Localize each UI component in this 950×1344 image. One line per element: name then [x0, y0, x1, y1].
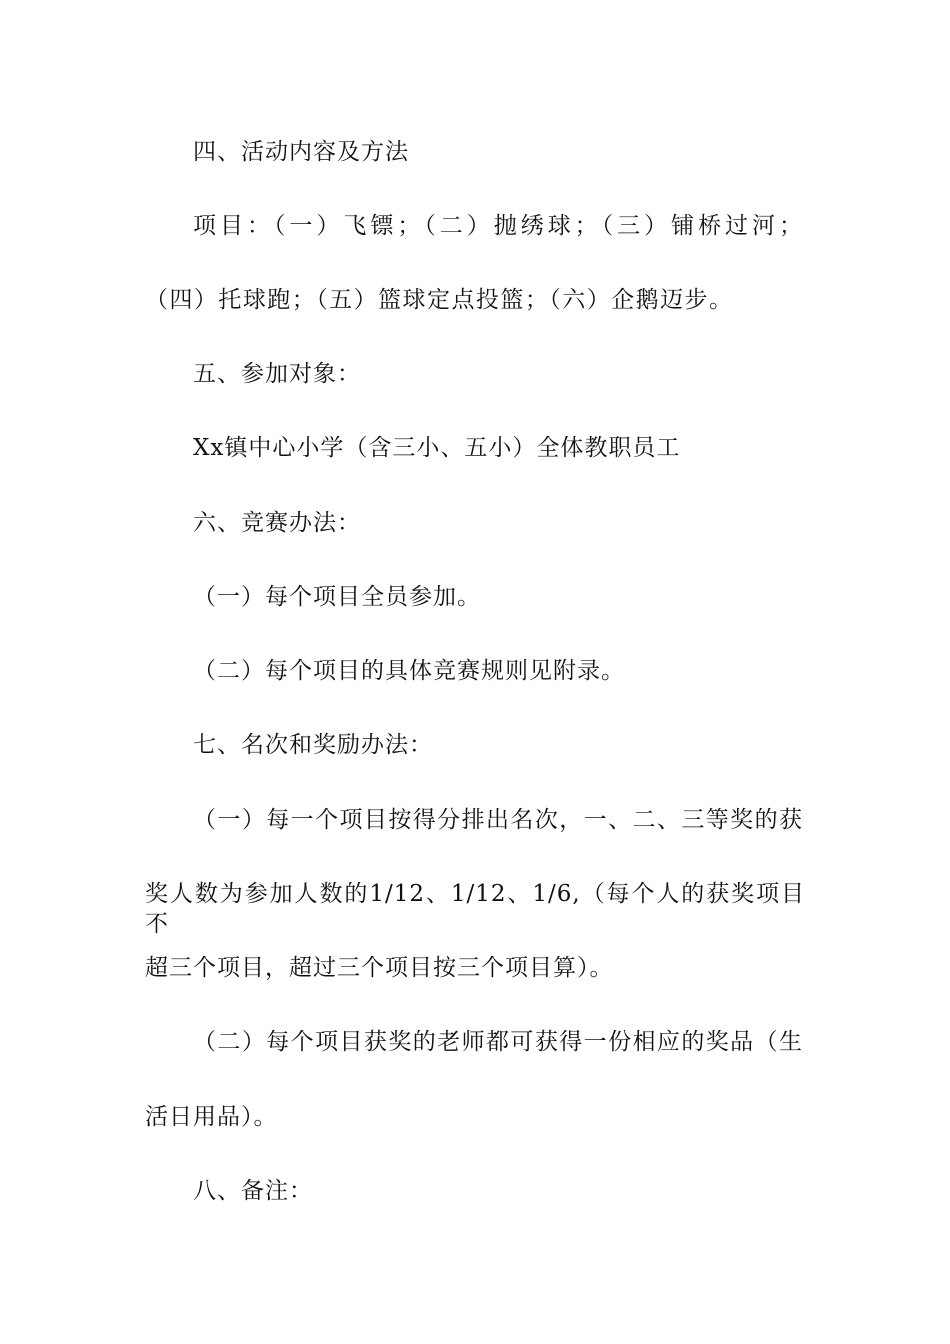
paragraph-line: （二）每个项目的具体竞赛规则见附录。 [193, 658, 625, 684]
section-heading-7: 七、名次和奖励办法： [193, 732, 433, 758]
paragraph-line: （一）每一个项目按得分排出名次，一、二、三等奖的获 [193, 807, 803, 833]
paragraph-line: （二）每个项目获奖的老师都可获得一份相应的奖品（生 [193, 1029, 803, 1055]
section-heading-4: 四、活动内容及方法 [193, 139, 409, 165]
section-heading-6: 六、竞赛办法： [193, 510, 361, 536]
section-heading-8: 八、备注： [193, 1178, 313, 1204]
paragraph-line: （一）每个项目全员参加。 [193, 584, 481, 610]
paragraph-line: 超三个项目，超过三个项目按三个项目算）。 [145, 955, 614, 981]
paragraph-line: Xx镇中心小学（含三小、五小）全体教职员工 [193, 435, 681, 461]
paragraph-line: 活日用品）。 [145, 1104, 278, 1130]
section-heading-5: 五、参加对象： [193, 361, 361, 387]
paragraph-line: 奖人数为参加人数的1/12、1/12、1/6,（每个人的获奖项目不 [145, 881, 805, 937]
paragraph-line: （四）托球跑；（五）篮球定点投篮；（六）企鹅迈步。 [145, 287, 733, 313]
paragraph-line: 项目：（一）飞镖；（二）抛绣球；（三）铺桥过河； [193, 213, 803, 239]
